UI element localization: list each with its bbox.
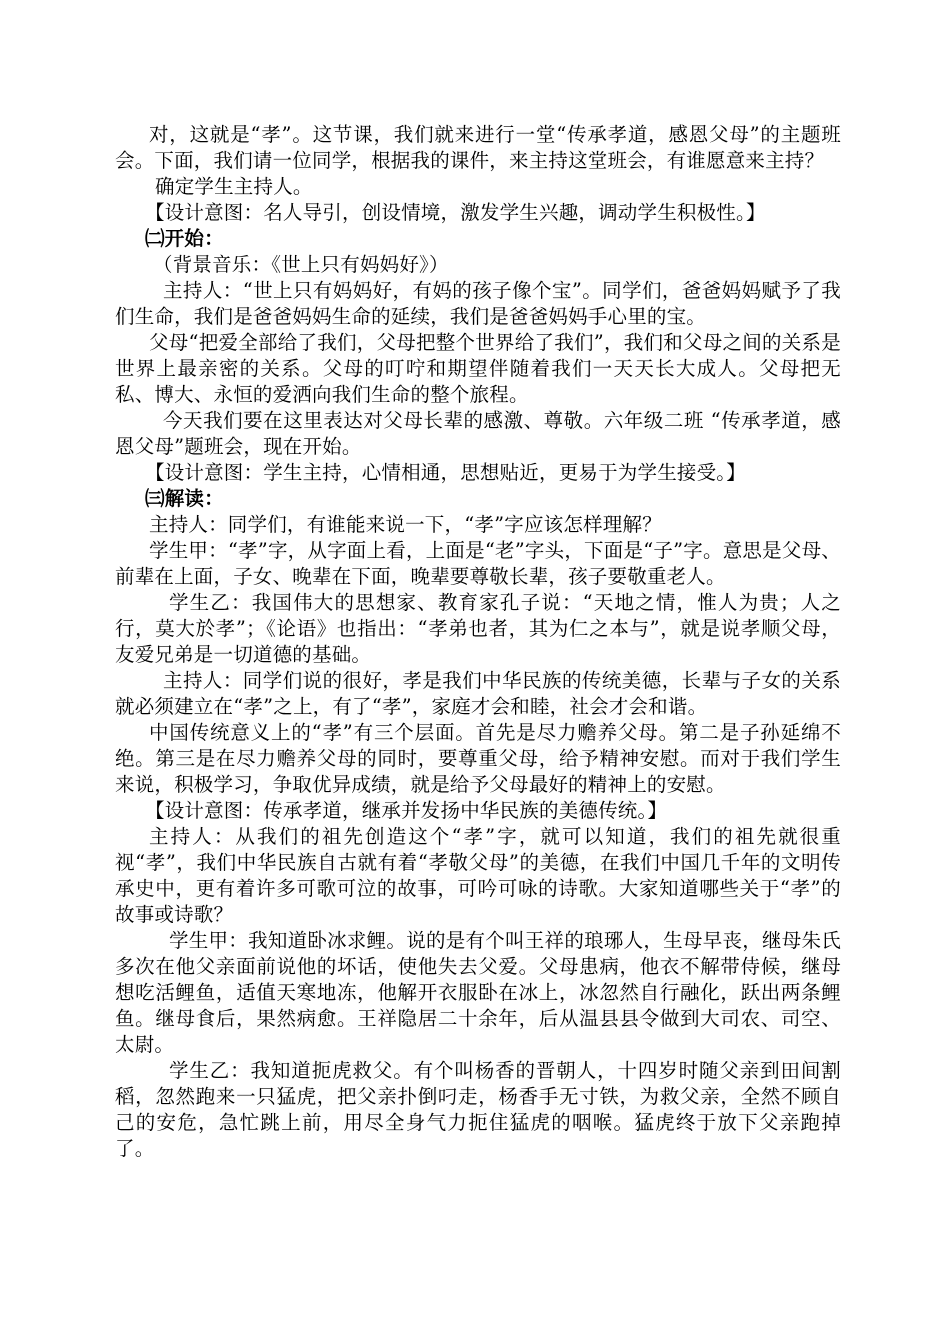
paragraph-story-yang-xiang: 学生乙：我知道扼虎救父。有个叫杨香的晋朝人，十四岁时随父亲到田间割稻，忽然跑来一只猛虎，把父亲扑倒叼走，杨香手无寸铁，为救父亲，全然不顾自己的安危，急忙跳上前，用尽全身气力扼住猛虎的咽喉。猛虎终于放下父亲跑掉了。 [115,1059,841,1160]
paragraph-student-a-xiao: 学生甲：“孝”字，从字面上看，上面是“老”字头，下面是“子”字。意思是父母、前辈在上面，子女、晚辈在下面，晚辈要尊敬长辈，孩子要敬重老人。 [115,539,841,588]
paragraph-host-tradition: 主持人：同学们说的很好，孝是我们中华民族的传统美德，长辈与子女的关系就必须建立在“孝”之上，有了“孝”，家庭才会和睦，社会才会和谐。 [115,669,841,718]
paragraph-host-question: 主持人：同学们，有谁能来说一下，“孝”字应该怎样理解？ [149,513,662,536]
paragraph-host-opening: 主持人：“世上只有妈妈好，有妈的孩子像个宝”。同学们，爸爸妈妈赋予了我们生命，我们是爸爸妈妈生命的延续，我们是爸爸妈妈手心里的宝。 [115,279,841,328]
section-heading-interpret: ㈢解读： [145,487,224,510]
design-intent-note: 【设计意图：传承孝道，继承并发扬中华民族的美德传统。】 [145,799,668,822]
paragraph-host-stories: 主持人：从我们的祖先创造这个“孝”字，就可以知道，我们的祖先就很重视“孝”，我们中华民族自古就有着“孝敬父母”的美德，在我们中国几千年的文明传承史中，更有着许多可歌可泣的故事，可吟可咏的诗歌。大家知道哪些关于“孝”的故事或诗歌？ [115,825,841,926]
paragraph-meeting-begins: 今天我们要在这里表达对父母长辈的感激、尊敬。六年级二班 “传承孝道，感恩父母”题班会，现在开始。 [115,409,841,458]
paragraph-intro: 对，这就是“孝”。这节课，我们就来进行一堂“传承孝道，感恩父母”的主题班会。下面，我们请一位同学，根据我的课件，来主持这堂班会，有谁愿意来主持？ [115,123,841,172]
paragraph-story-wang-xiang: 学生甲：我知道卧冰求鲤。说的是有个叫王祥的琅琊人，生母早丧，继母朱氏多次在他父亲面前说他的坏话，使他失去父爱。父母患病，他衣不解带侍候，继母想吃活鲤鱼，适值天寒地冻，他解开衣服卧在冰上，冰忽然自行融化，跃出两条鲤鱼。继母食后，果然病愈。王祥隐居二十余年，后从温县县令做到大司农、司空、太尉。 [115,929,841,1056]
background-music-note: （背景音乐：《世上只有妈妈好》） [153,253,449,276]
paragraph-three-levels: 中国传统意义上的“孝”有三个层面。首先是尽力赡养父母。第二是子孙延绵不绝。第三是在尽力赡养父母的同时，要尊重父母，给予精神安慰。而对于我们学生来说，积极学习，争取优异成绩，就是给予父母最好的精神上的安慰。 [115,721,841,796]
section-heading-start: ㈡开始： [145,227,224,250]
paragraph-student-b-confucius: 学生乙：我国伟大的思想家、教育家孔子说：“天地之情，惟人为贵；人之行，莫大於孝”；《论语》也指出：“孝弟也者，其为仁之本与”，就是说孝顺父母，友爱兄弟是一切道德的基础。 [115,591,841,666]
document-body [115,122,841,1162]
paragraph-confirm-host: 确定学生主持人。 [155,175,313,198]
design-intent-note: 【设计意图：名人导引，创设情境，激发学生兴趣，调动学生积极性。】 [145,201,766,224]
design-intent-note: 【设计意图：学生主持，心情相通，思想贴近，更易于为学生接受。】 [145,461,746,484]
paragraph-parents-love: 父母“把爱全部给了我们，父母把整个世界给了我们”，我们和父母之间的关系是世界上最亲密的关系。父母的叮咛和期望伴随着我们一天天长大成人。父母把无私、博大、永恒的爱洒向我们生命的整个旅程。 [115,331,841,406]
